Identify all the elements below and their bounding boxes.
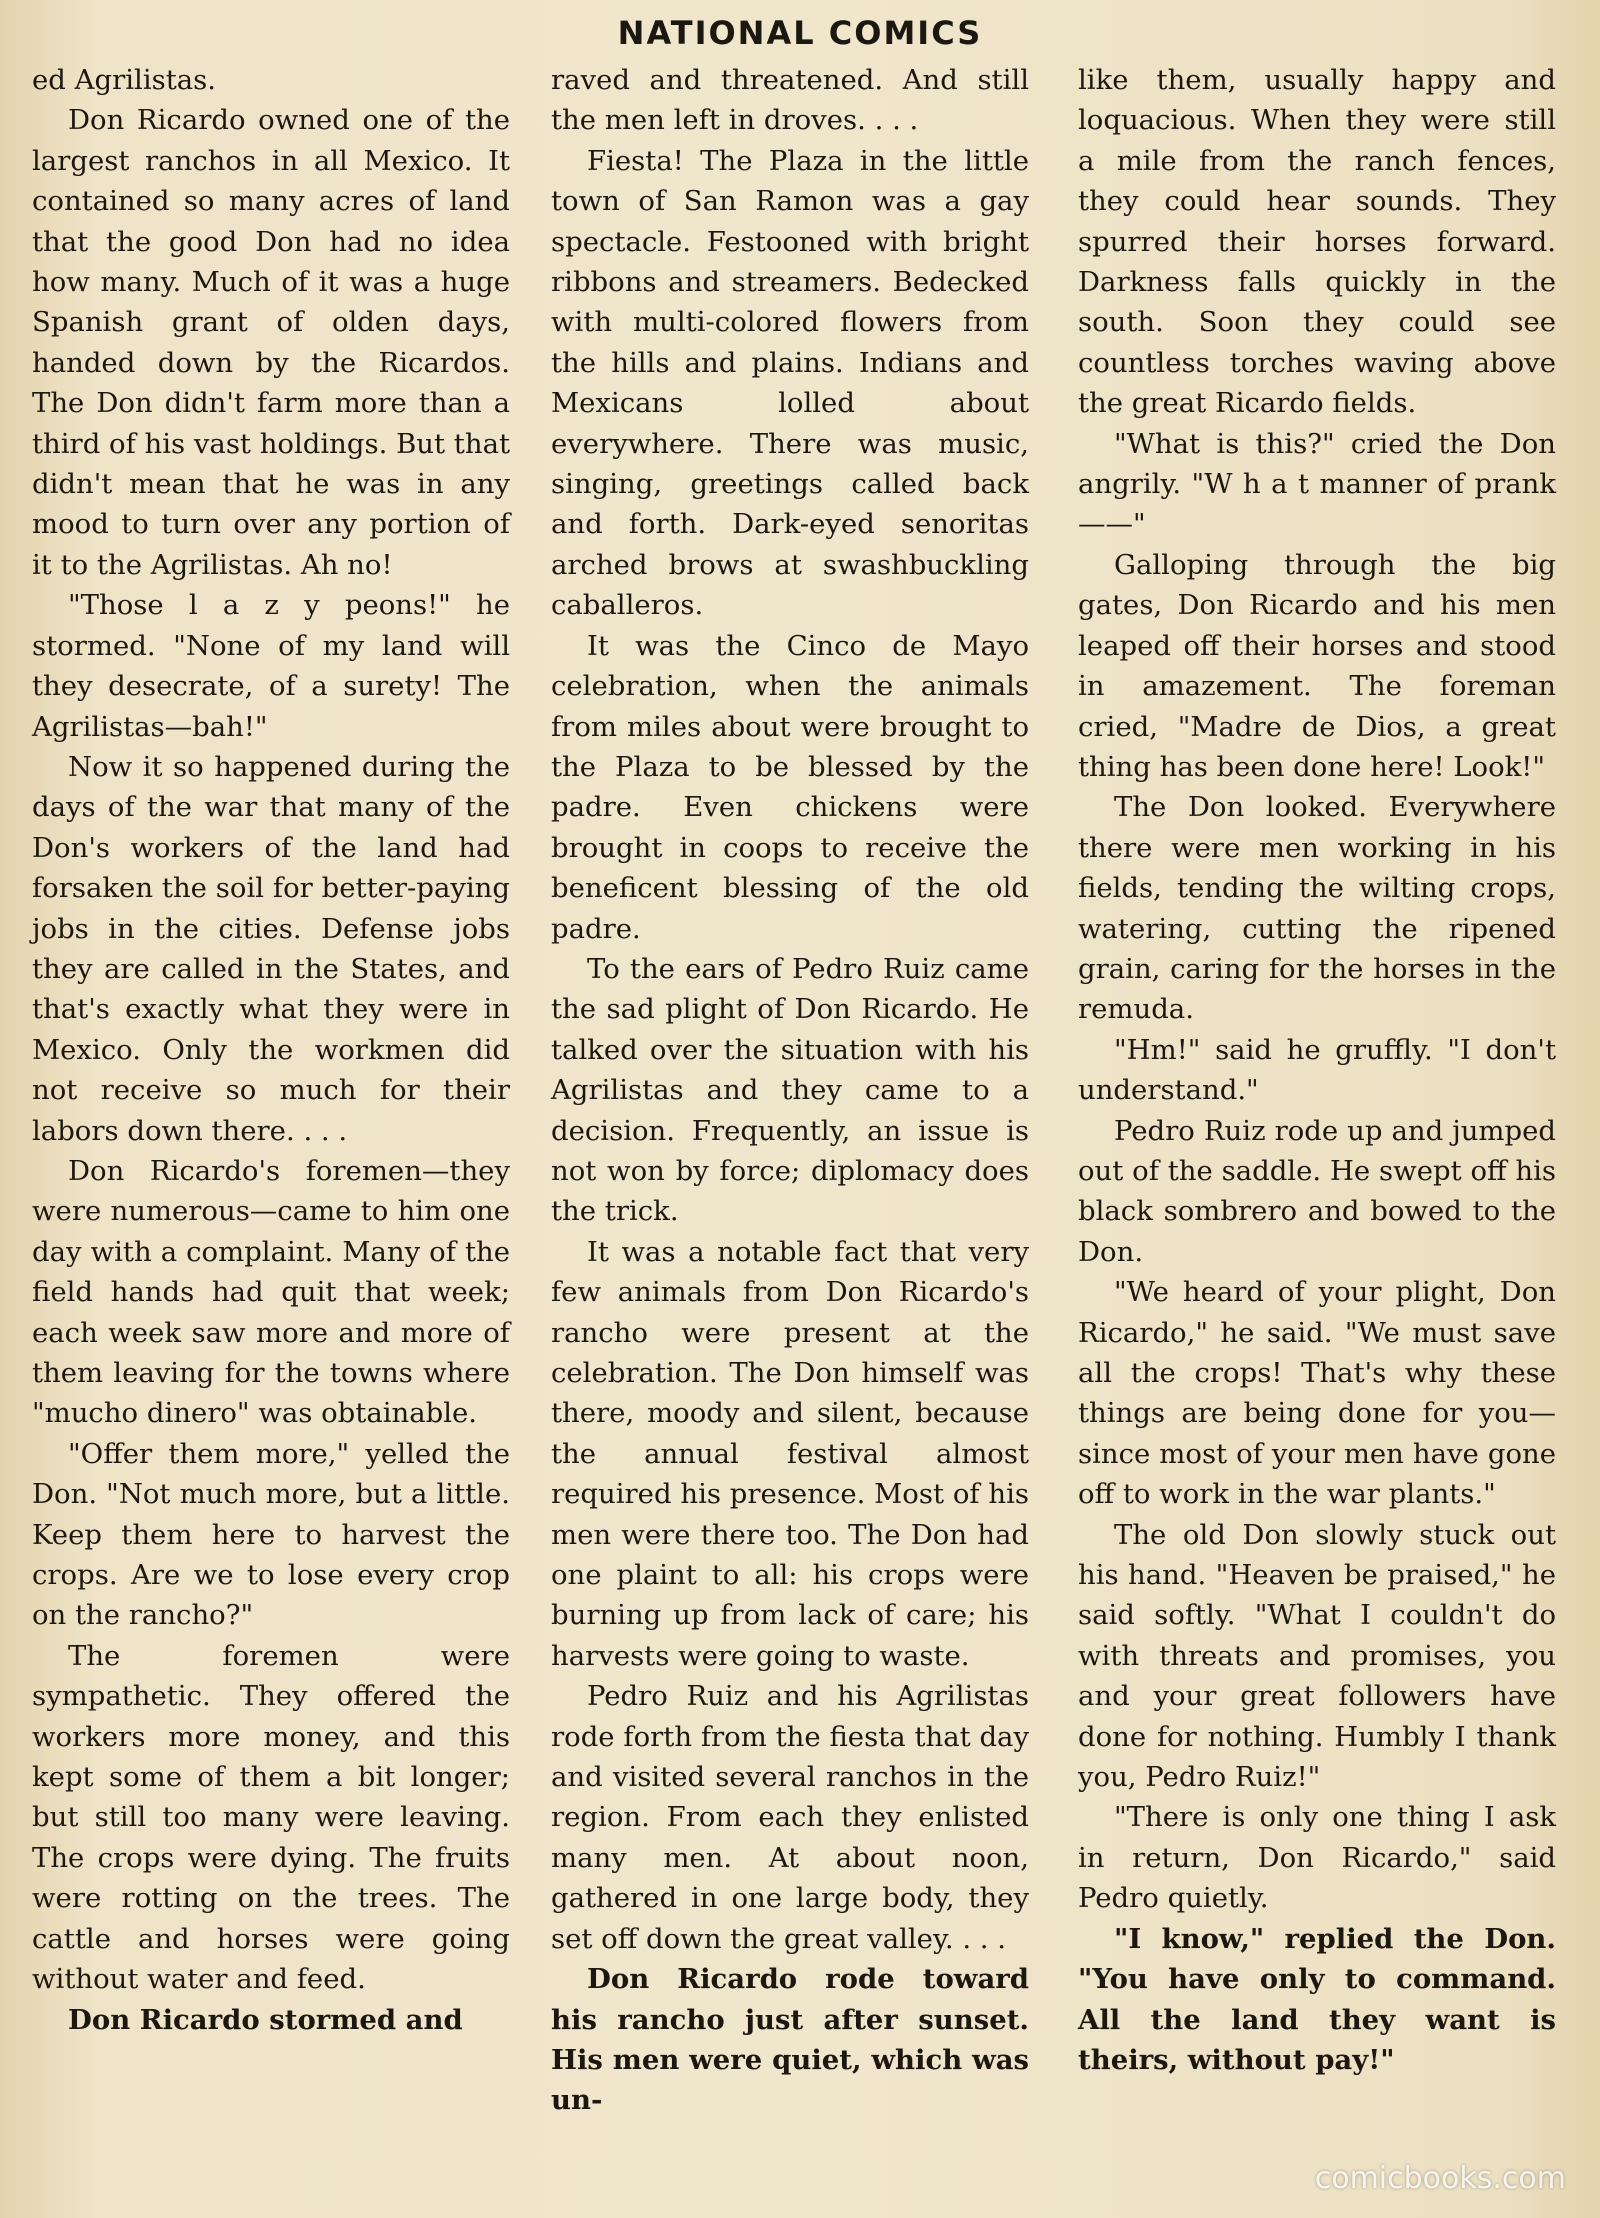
- paragraph: It was the Cinco de Mayo celebration, when the animals from miles about were brought to the Plaza to be blessed by the padre. Even chickens were brought in coops to receive the beneficent blessing of the old padre.: [551, 629, 1029, 945]
- text-column-3: [1078, 60, 1556, 2080]
- paragraph: Don Ricardo's foremen—they were numerous—came to him one day with a complaint. Many of the field hands had quit that week; each week saw more and more of them leaving for the towns where "mucho dinero" was obtainable.: [32, 1154, 510, 1430]
- paragraph: "Offer them more," yelled the Don. "Not much more, but a little. Keep them here to harvest the crops. Are we to lose every crop on the rancho?": [32, 1437, 510, 1632]
- paragraph: Fiesta! The Plaza in the little town of San Ramon was a gay spectacle. Festooned with bright ribbons and streamers. Bedecked with multi-colored flowers from the hills and plains. Indians and Mexicans lolled about everywhere. There was music, singing, greetings called back and forth. Dark-eyed senoritas arched brows at swashbuckling caballeros.: [551, 144, 1029, 622]
- paragraph: "What is this?" cried the Don angrily. "W h a t manner of prank——": [1078, 427, 1556, 541]
- paragraph: To the ears of Pedro Ruiz came the sad plight of Don Ricardo. He talked over the situation with his Agrilistas and they came to a decision. Frequently, an issue is not won by force; diplomacy does the trick.: [551, 952, 1029, 1228]
- paragraph: Don Ricardo stormed and: [68, 2003, 463, 2036]
- paragraph: The foremen were sympathetic. They offered the workers more money, and this kept some of them a bit longer; but still too many were leaving. The crops were dying. The fruits were rotting on the trees. The cattle and horses were going without water and feed.: [32, 1639, 510, 1996]
- paragraph: like them, usually happy and loquacious. When they were still a mile from the ranch fences, they could hear sounds. They spurred their horses forward. Darkness falls quickly in the south. Soon they could see countless torches waving above the great Ricardo fields.: [1078, 64, 1556, 420]
- paragraph: The Don looked. Everywhere there were men working in his fields, tending the wilting crops, watering, cutting the ripened grain, caring for the horses in the remuda.: [1078, 791, 1556, 1026]
- paragraph: Don Ricardo rode toward his rancho just after sunset. His men were quiet, which was un-: [551, 1963, 1029, 2117]
- paragraph: "I know," replied the Don. "You have only to command. All the land they want is theirs, without pay!": [1078, 1922, 1556, 2076]
- paragraph: "We heard of your plight, Don Ricardo," he said. "We must save all the crops! That's why these things are being done for you—since most of your men have gone off to work in the war plants.": [1078, 1276, 1556, 1511]
- site-watermark: comicbooks.com: [1314, 2161, 1566, 2196]
- paragraph: Pedro Ruiz and his Agrilistas rode forth from the fiesta that day and visited several ranchos in the region. From each they enlisted many men. At about noon, gathered in one large body, they set off down the great valley. . . .: [551, 1680, 1029, 1955]
- text-column-1: [32, 60, 510, 2040]
- text-column-2: [551, 60, 1029, 2121]
- paragraph: Don Ricardo owned one of the largest ranchos in all Mexico. It contained so many acres of land that the good Don had no idea how many. Much of it was a huge Spanish grant of olden days, handed down by the Ricardos. The Don didn't farm more than a third of his vast holdings. But that didn't mean that he was in any mood to turn over any portion of it to the Agrilistas. Ah no!: [32, 104, 511, 581]
- paragraph: Now it so happened during the days of the war that many of the Don's workers of the land had forsaken the soil for better-paying jobs in the cities. Defense jobs they are called in the States, and that's exactly what they were in Mexico. Only the workmen did not receive so much for their labors down there. . . .: [32, 750, 510, 1147]
- paragraph: "There is only one thing I ask in return, Don Ricardo," said Pedro quietly.: [1078, 1801, 1556, 1915]
- page-header-title: NATIONAL COMICS: [617, 14, 983, 52]
- paragraph: The old Don slowly stuck out his hand. "Heaven be praised," he said softly. "What I couldn't do with threats and promises, you and your great followers have done for nothing. Humbly I thank you, Pedro Ruiz!": [1078, 1518, 1556, 1794]
- paragraph: "Those l a z y peons!" he stormed. "None of my land will they desecrate, of a surety! The Agrilistas—bah!": [32, 589, 510, 743]
- paragraph: "Hm!" said he gruffly. "I don't understand.": [1078, 1033, 1556, 1107]
- paragraph: Pedro Ruiz rode up and jumped out of the saddle. He swept off his black sombrero and bowed to the Don.: [1078, 1114, 1556, 1268]
- paragraph: Galloping through the big gates, Don Ricardo and his men leaped off their horses and stood in amazement. The foreman cried, "Madre de Dios, a great thing has been done here! Look!": [1078, 548, 1556, 783]
- paragraph: It was a notable fact that very few animals from Don Ricardo's rancho were present at the celebration. The Don himself was there, moody and silent, because the annual festival almost required his presence. Most of his men were there too. The Don had one plaint to all: his crops were burning up from lack of care; his harvests were going to waste.: [551, 1235, 1029, 1672]
- paragraph: raved and threatened. And still the men left in droves. . . .: [551, 64, 1029, 137]
- paragraph: ed Agrilistas.: [32, 64, 217, 96]
